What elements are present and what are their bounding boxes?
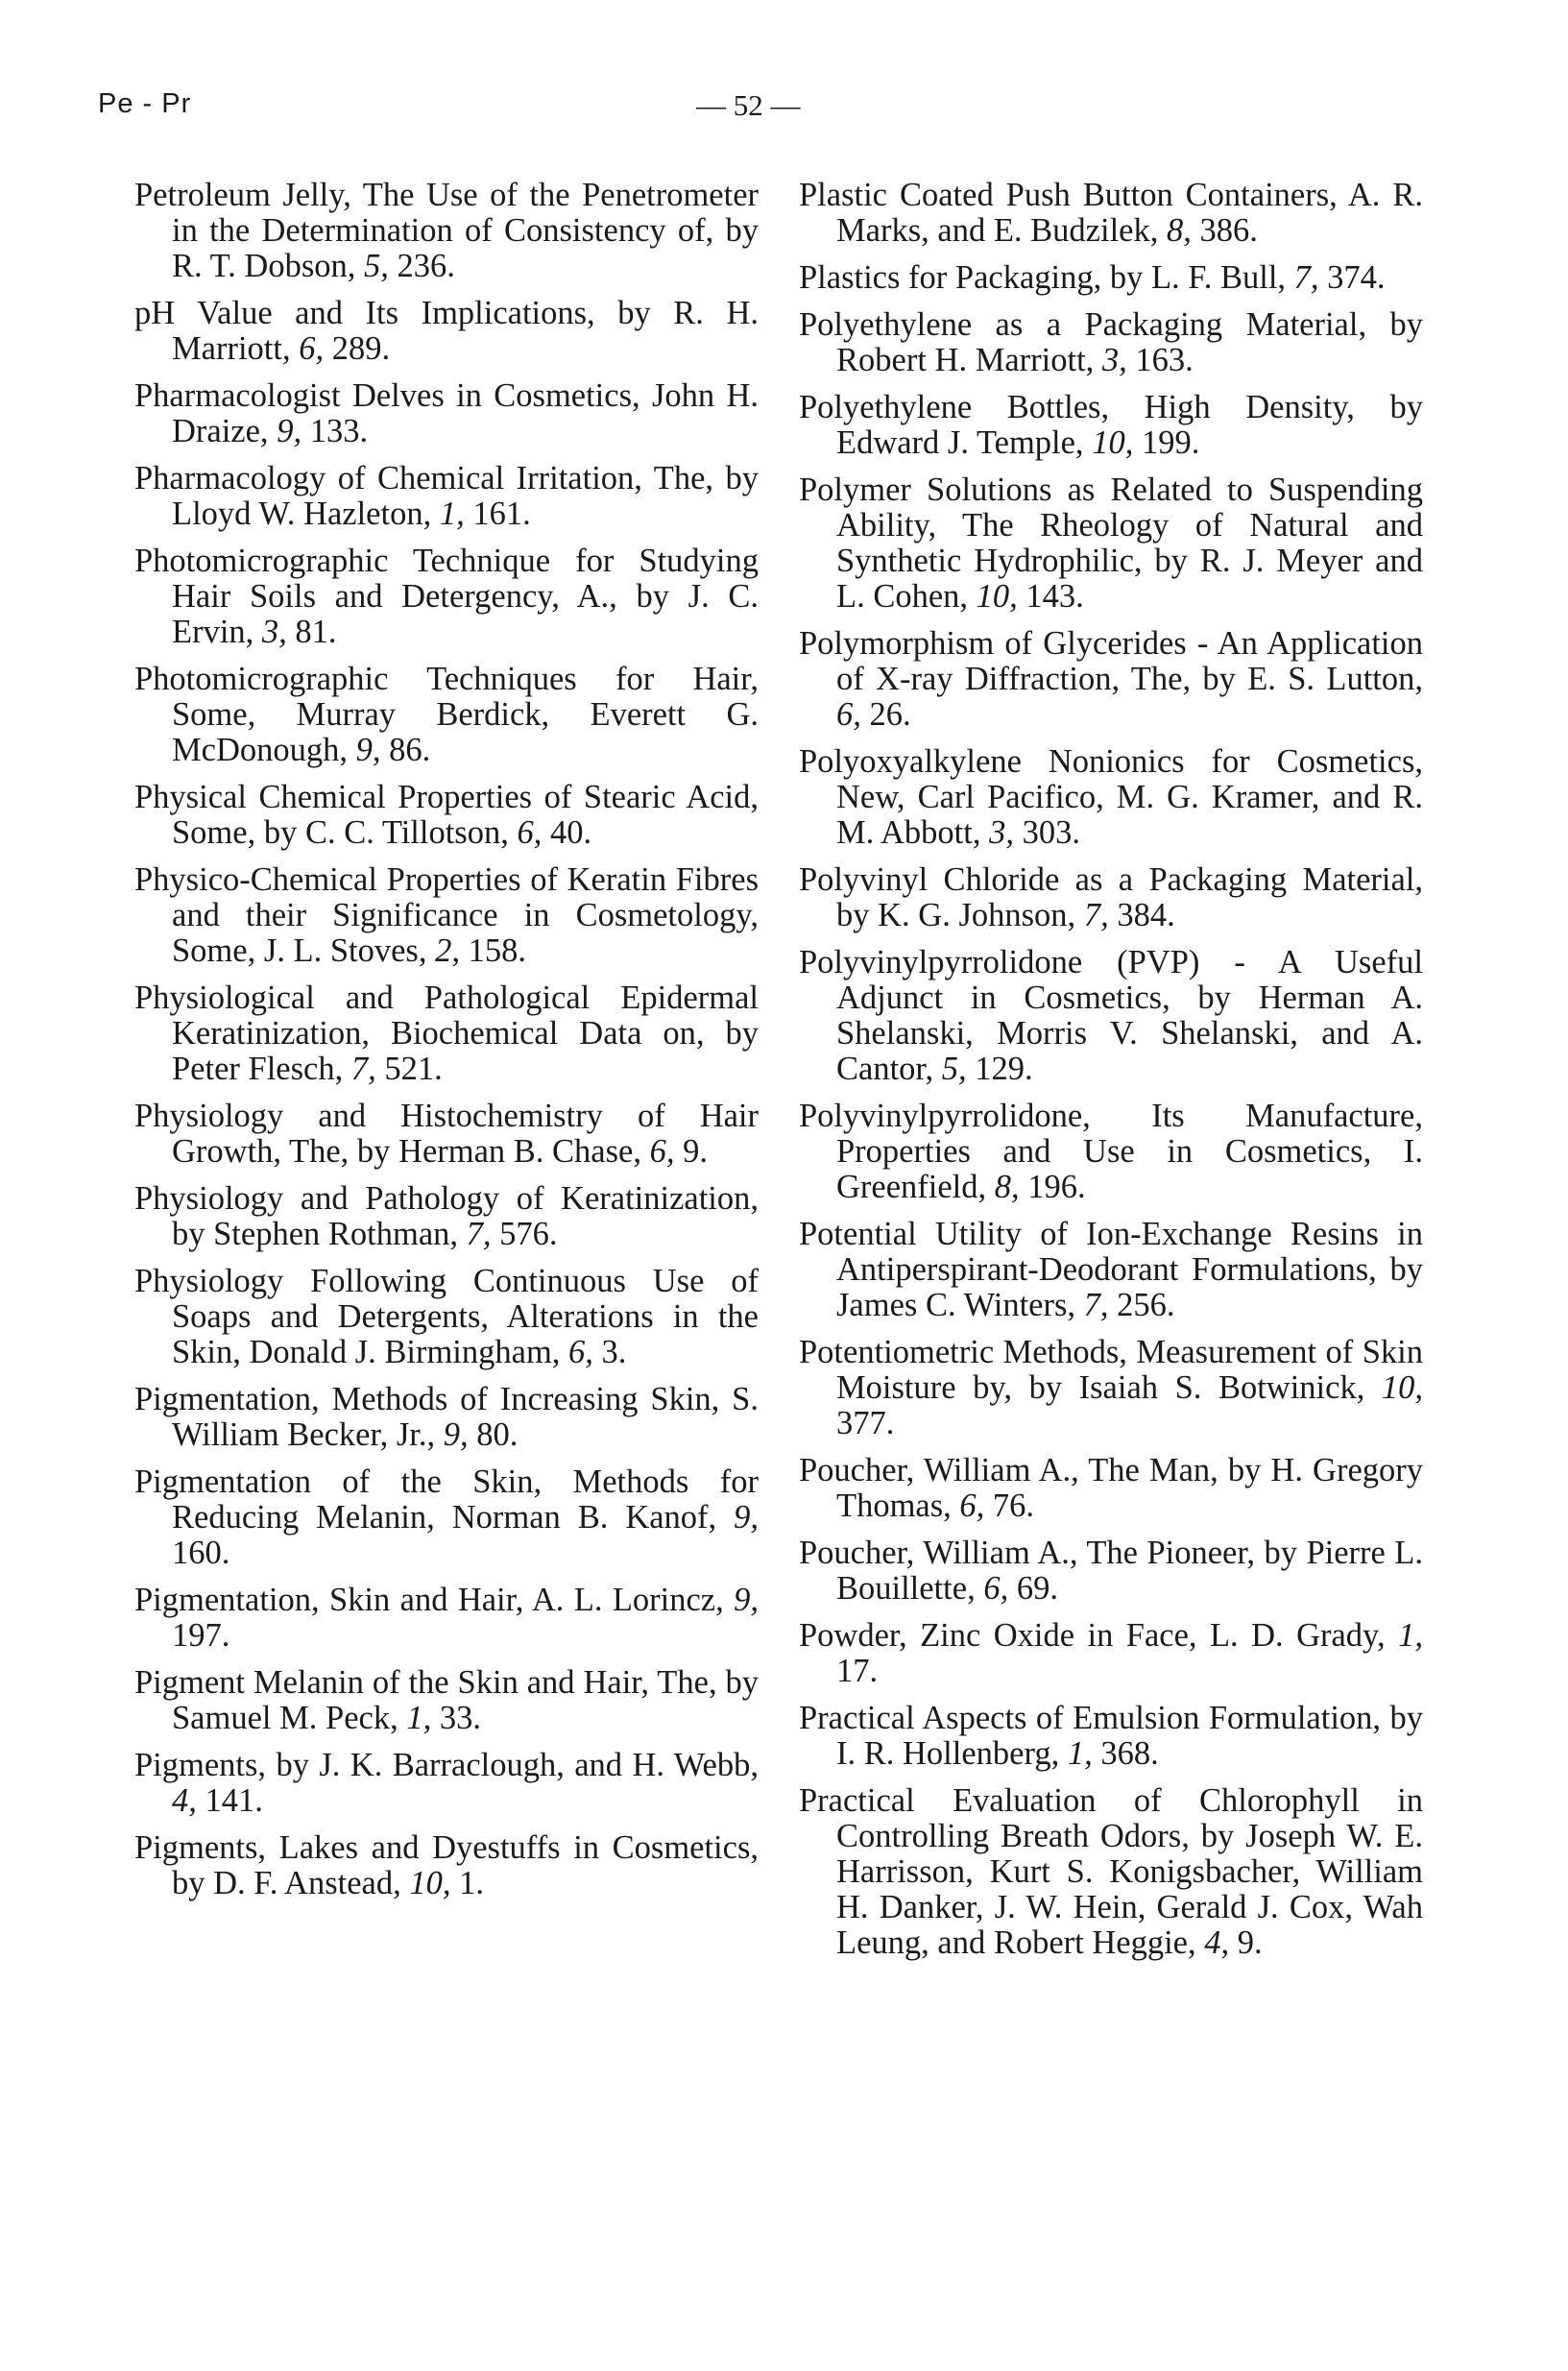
index-entry bbox=[134, 1583, 759, 1654]
entry-volume: 3, bbox=[989, 814, 1014, 851]
entry-volume: 2, bbox=[435, 932, 460, 969]
running-head bbox=[0, 88, 1568, 127]
entry-volume: 9, bbox=[734, 1499, 759, 1536]
entry-volume: 1, bbox=[439, 496, 465, 532]
entry-page: 161. bbox=[472, 496, 531, 532]
entry-page: 160. bbox=[172, 1535, 230, 1571]
entry-page: 17. bbox=[836, 1653, 879, 1689]
index-entry bbox=[799, 744, 1423, 851]
entry-page: 81. bbox=[295, 614, 337, 650]
index-entry bbox=[799, 862, 1423, 933]
entry-volume: 6, bbox=[836, 696, 861, 733]
entry-text: Physiology and Histochemistry of Hair Growth, The, by Herman B. Chase, bbox=[134, 1098, 759, 1170]
entry-text: Polyethylene Bottles, High Density, by Edward J. Temple, bbox=[799, 389, 1423, 461]
entry-page: 289. bbox=[331, 330, 391, 367]
entry-text: Physiological and Pathological Epidermal Keratinization, Biochemical Data on, by Peter Flesch, bbox=[134, 980, 759, 1087]
index-entry bbox=[799, 1099, 1423, 1205]
entry-page: 197. bbox=[172, 1617, 230, 1654]
entry-volume: 9, bbox=[277, 413, 302, 449]
entry-page: 196. bbox=[1027, 1169, 1086, 1205]
index-entry bbox=[134, 862, 759, 969]
entry-page: 377. bbox=[836, 1405, 895, 1441]
entry-page: 521. bbox=[384, 1051, 443, 1087]
index-entry bbox=[799, 945, 1423, 1087]
entry-text: Physico-Chemical Properties of Keratin Fibres and their Significance in Cosmetology, Some, J. L. Stoves, bbox=[134, 861, 759, 969]
entry-text: Practical Evaluation of Chlorophyll in Controlling Breath Odors, by Joseph W. E. Harrisson, Kurt S. Konigsbacher, William H. Danker, J. W. Hein, Gerald J. Cox, Wah Leung, and Robert Heggie, bbox=[799, 1782, 1423, 1961]
entry-volume: 1, bbox=[1398, 1617, 1424, 1654]
entry-page: 256. bbox=[1117, 1287, 1175, 1323]
index-entry bbox=[799, 1536, 1423, 1607]
entry-text: Potential Utility of Ion-Exchange Resins in Antiperspirant-Deodorant Formulations, by James C. Winters, bbox=[799, 1216, 1423, 1323]
entry-text: Polyvinylpyrrolidone (PVP) - A Useful Adjunct in Cosmetics, by Herman A. Shelanski, Morris V. Shelanski, and A. Cantor, bbox=[799, 944, 1423, 1087]
index-entry bbox=[799, 1335, 1423, 1441]
entry-text: Pigmentation, Skin and Hair, A. L. Lorincz, bbox=[134, 1582, 724, 1618]
entry-text: Pharmacology of Chemical Irritation, The, by Lloyd W. Hazleton, bbox=[134, 460, 759, 532]
entry-volume: 6, bbox=[959, 1488, 985, 1524]
index-entry bbox=[134, 1382, 759, 1453]
entry-page: 384. bbox=[1117, 897, 1175, 933]
entry-volume: 8, bbox=[994, 1169, 1020, 1205]
index-entry bbox=[799, 626, 1423, 733]
entry-page: 86. bbox=[389, 732, 431, 768]
entry-volume: 9, bbox=[355, 732, 381, 768]
index-entry bbox=[134, 1665, 759, 1736]
entry-page: 163. bbox=[1135, 342, 1194, 378]
entry-page: 236. bbox=[397, 248, 455, 284]
index-entry bbox=[134, 178, 759, 284]
index-entry bbox=[134, 544, 759, 650]
index-entry bbox=[134, 1464, 759, 1571]
entry-volume: 10, bbox=[976, 578, 1018, 615]
entry-volume: 10, bbox=[1092, 424, 1134, 461]
entry-volume: 5, bbox=[941, 1051, 967, 1087]
entry-volume: 4, bbox=[1204, 1924, 1230, 1961]
index-entry bbox=[134, 1264, 759, 1370]
entry-volume: 10, bbox=[409, 1865, 451, 1901]
entry-text: Pigments, by J. K. Barraclough, and H. Webb, bbox=[134, 1747, 759, 1783]
entry-text: Physiology and Pathology of Keratinization, by Stephen Rothman, bbox=[134, 1180, 759, 1252]
entry-volume: 10, bbox=[1381, 1369, 1424, 1406]
entry-text: Pharmacologist Delves in Cosmetics, John H. Draize, bbox=[134, 377, 759, 449]
entry-text: Polyvinylpyrrolidone, Its Manufacture, Properties and Use in Cosmetics, I. Greenfield, bbox=[799, 1098, 1423, 1205]
entry-volume: 1, bbox=[406, 1700, 432, 1736]
entry-volume: 6, bbox=[299, 330, 325, 367]
entry-text: Poucher, William A., The Man, by H. Gregory Thomas, bbox=[799, 1452, 1423, 1524]
entry-text: Polymorphism of Glycerides - An Application of X-ray Diffraction, The, by E. S. Lutton, bbox=[799, 625, 1423, 697]
entry-page: 69. bbox=[1016, 1570, 1058, 1607]
entry-text: Potentiometric Methods, Measurement of Skin Moisture by, by Isaiah S. Botwinick, bbox=[799, 1334, 1423, 1406]
entry-volume: 9, bbox=[734, 1582, 760, 1618]
entry-volume: 9, bbox=[443, 1416, 469, 1453]
entry-volume: 7, bbox=[1293, 259, 1319, 296]
entry-page: 9. bbox=[683, 1133, 708, 1170]
right-column bbox=[799, 178, 1423, 1972]
index-entry bbox=[134, 1830, 759, 1901]
index-entry bbox=[799, 1453, 1423, 1524]
left-column bbox=[134, 178, 759, 1913]
entry-page: 143. bbox=[1025, 578, 1084, 615]
entry-page: 80. bbox=[476, 1416, 519, 1453]
entry-text: Practical Aspects of Emulsion Formulation, by I. R. Hollenberg, bbox=[799, 1700, 1423, 1772]
index-entry bbox=[799, 1783, 1423, 1961]
index-entry bbox=[134, 1099, 759, 1170]
page-number: — 52 — bbox=[696, 88, 801, 122]
index-entry bbox=[134, 980, 759, 1087]
index-entry bbox=[134, 378, 759, 449]
entry-text: Polyethylene as a Packaging Material, by Robert H. Marriott, bbox=[799, 306, 1423, 378]
index-entry bbox=[799, 472, 1423, 615]
entry-volume: 6, bbox=[568, 1334, 593, 1370]
entry-text: Plastic Coated Push Button Containers, A. R. Marks, and E. Budzilek, bbox=[799, 177, 1423, 249]
index-entry bbox=[134, 1748, 759, 1819]
entry-volume: 8, bbox=[1166, 212, 1192, 249]
index-entry bbox=[799, 1701, 1423, 1772]
entry-text: Physical Chemical Properties of Stearic Acid, Some, by C. C. Tillotson, bbox=[134, 779, 759, 851]
entry-volume: 6, bbox=[649, 1133, 675, 1170]
index-entry bbox=[799, 307, 1423, 378]
entry-page: 133. bbox=[309, 413, 369, 449]
entry-volume: 3, bbox=[261, 614, 287, 650]
entry-page: 303. bbox=[1022, 814, 1080, 851]
entry-text: Pigmentation, Methods of Increasing Skin, S. William Becker, Jr., bbox=[134, 1381, 759, 1453]
entry-volume: 7, bbox=[466, 1216, 492, 1252]
entry-volume: 5, bbox=[364, 248, 389, 284]
index-entry bbox=[134, 296, 759, 367]
entry-text: Polyvinyl Chloride as a Packaging Material, by K. G. Johnson, bbox=[799, 861, 1423, 933]
entry-page: 9. bbox=[1237, 1924, 1263, 1961]
entry-text: Pigmentation of the Skin, Methods for Reducing Melanin, Norman B. Kanof, bbox=[134, 1464, 759, 1536]
entry-text: Powder, Zinc Oxide in Face, L. D. Grady, bbox=[799, 1617, 1386, 1654]
entry-page: 141. bbox=[205, 1782, 263, 1819]
entry-page: 129. bbox=[975, 1051, 1033, 1087]
entry-volume: 3, bbox=[1101, 342, 1127, 378]
entry-page: 33. bbox=[439, 1700, 481, 1736]
entry-volume: 4, bbox=[172, 1782, 197, 1819]
entry-page: 1. bbox=[459, 1865, 484, 1901]
entry-volume: 7, bbox=[350, 1051, 376, 1087]
entry-page: 576. bbox=[499, 1216, 558, 1252]
index-entry bbox=[799, 1217, 1423, 1323]
entry-page: 158. bbox=[468, 932, 526, 969]
entry-page: 26. bbox=[869, 696, 911, 733]
index-entry bbox=[134, 461, 759, 532]
entry-volume: 1, bbox=[1067, 1735, 1093, 1772]
entry-volume: 6, bbox=[517, 814, 543, 851]
entry-page: 76. bbox=[992, 1488, 1035, 1524]
entry-page: 199. bbox=[1141, 424, 1200, 461]
entry-text: Polyoxyalkylene Nonionics for Cosmetics, New, Carl Pacifico, M. G. Kramer, and R. M. Abbott, bbox=[799, 743, 1423, 851]
entry-page: 368. bbox=[1100, 1735, 1159, 1772]
entry-volume: 6, bbox=[983, 1570, 1009, 1607]
entry-text: Poucher, William A., The Pioneer, by Pierre L. Bouillette, bbox=[799, 1535, 1423, 1607]
entry-volume: 7, bbox=[1083, 1287, 1109, 1323]
index-entry bbox=[799, 1618, 1423, 1689]
index-entry bbox=[799, 260, 1423, 296]
entry-page: 3. bbox=[601, 1334, 627, 1370]
entry-text: Polymer Solutions as Related to Suspending Ability, The Rheology of Natural and Synthetic Hydrophilic, by R. J. Meyer and L. Cohen, bbox=[799, 472, 1423, 615]
entry-text: Physiology Following Continuous Use of Soaps and Detergents, Alterations in the Skin, Donald J. Birmingham, bbox=[134, 1263, 759, 1370]
entry-text: Pigments, Lakes and Dyestuffs in Cosmetics, by D. F. Anstead, bbox=[134, 1829, 759, 1901]
entry-text: pH Value and Its Implications, by R. H. Marriott, bbox=[134, 295, 759, 367]
entry-text: Photomicrographic Technique for Studying Hair Soils and Detergency, A., by J. C. Ervin, bbox=[134, 543, 759, 650]
entry-page: 386. bbox=[1199, 212, 1258, 249]
index-entry bbox=[799, 178, 1423, 249]
index-entry bbox=[134, 780, 759, 851]
entry-text: Petroleum Jelly, The Use of the Penetrometer in the Determination of Consistency of, by R. T. Dobson, bbox=[134, 177, 759, 284]
entry-page: 374. bbox=[1327, 259, 1386, 296]
section-range: Pe - Pr bbox=[98, 88, 192, 119]
entry-page: 40. bbox=[550, 814, 592, 851]
index-entry bbox=[134, 662, 759, 768]
entry-volume: 7, bbox=[1083, 897, 1109, 933]
index-entry bbox=[799, 390, 1423, 461]
entry-text: Photomicrographic Techniques for Hair, Some, Murray Berdick, Everett G. McDonough, bbox=[134, 661, 759, 768]
entry-text: Pigment Melanin of the Skin and Hair, The, by Samuel M. Peck, bbox=[134, 1664, 759, 1736]
entry-text: Plastics for Packaging, by L. F. Bull, bbox=[799, 259, 1287, 296]
index-entry bbox=[134, 1181, 759, 1252]
